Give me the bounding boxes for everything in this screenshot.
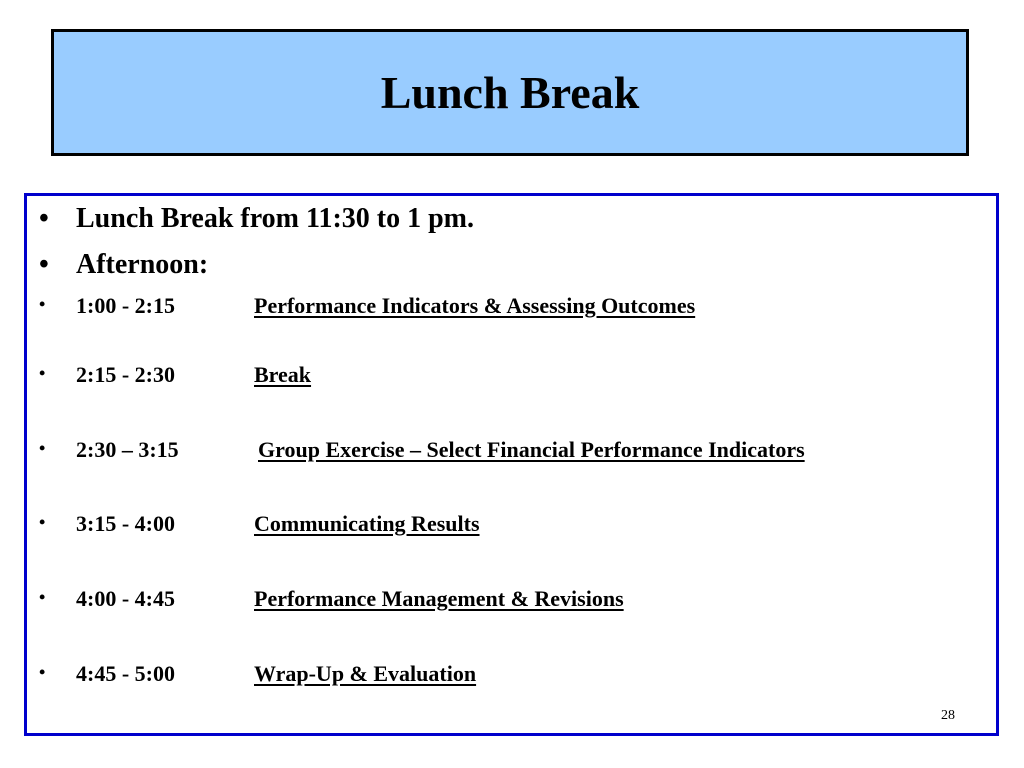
schedule-title: Wrap-Up & Evaluation (254, 661, 477, 686)
schedule-time: 2:15 - 2:30 (76, 362, 175, 387)
bullet-icon: • (39, 587, 46, 607)
bullet-text: Lunch Break from 11:30 to 1 pm. (76, 203, 474, 234)
bullet-icon: • (39, 363, 46, 383)
bullet-icon: • (39, 294, 46, 314)
bullet-icon: • (39, 203, 49, 234)
schedule-item (39, 513, 979, 537)
bullet-text: Afternoon: (76, 249, 209, 280)
schedule-time: 3:15 - 4:00 (76, 511, 175, 536)
content-box (24, 193, 999, 736)
schedule-title: Performance Management & Revisions (254, 586, 624, 611)
schedule-item (39, 364, 979, 388)
schedule-title: Break (254, 362, 312, 387)
schedule-item (39, 295, 979, 319)
schedule-time: 2:30 – 3:15 (76, 437, 179, 462)
schedule-time: 1:00 - 2:15 (76, 293, 175, 318)
bullet-icon: • (39, 662, 46, 682)
schedule-time: 4:00 - 4:45 (76, 586, 175, 611)
schedule-item (39, 439, 979, 463)
bullet-icon: • (39, 438, 46, 458)
page-number: 28 (941, 708, 955, 723)
slide-title: Lunch Break (380, 66, 640, 118)
schedule-item (39, 663, 979, 687)
schedule-item (39, 588, 979, 612)
bullet-icon: • (39, 249, 49, 280)
bullet-icon: • (39, 512, 46, 532)
schedule-title: Performance Indicators & Assessing Outcomes (254, 293, 696, 318)
schedule-time: 4:45 - 5:00 (76, 661, 175, 686)
title-box (51, 29, 969, 156)
schedule-title: Communicating Results (254, 511, 480, 536)
schedule-title: Group Exercise – Select Financial Performance Indicators (258, 437, 805, 462)
